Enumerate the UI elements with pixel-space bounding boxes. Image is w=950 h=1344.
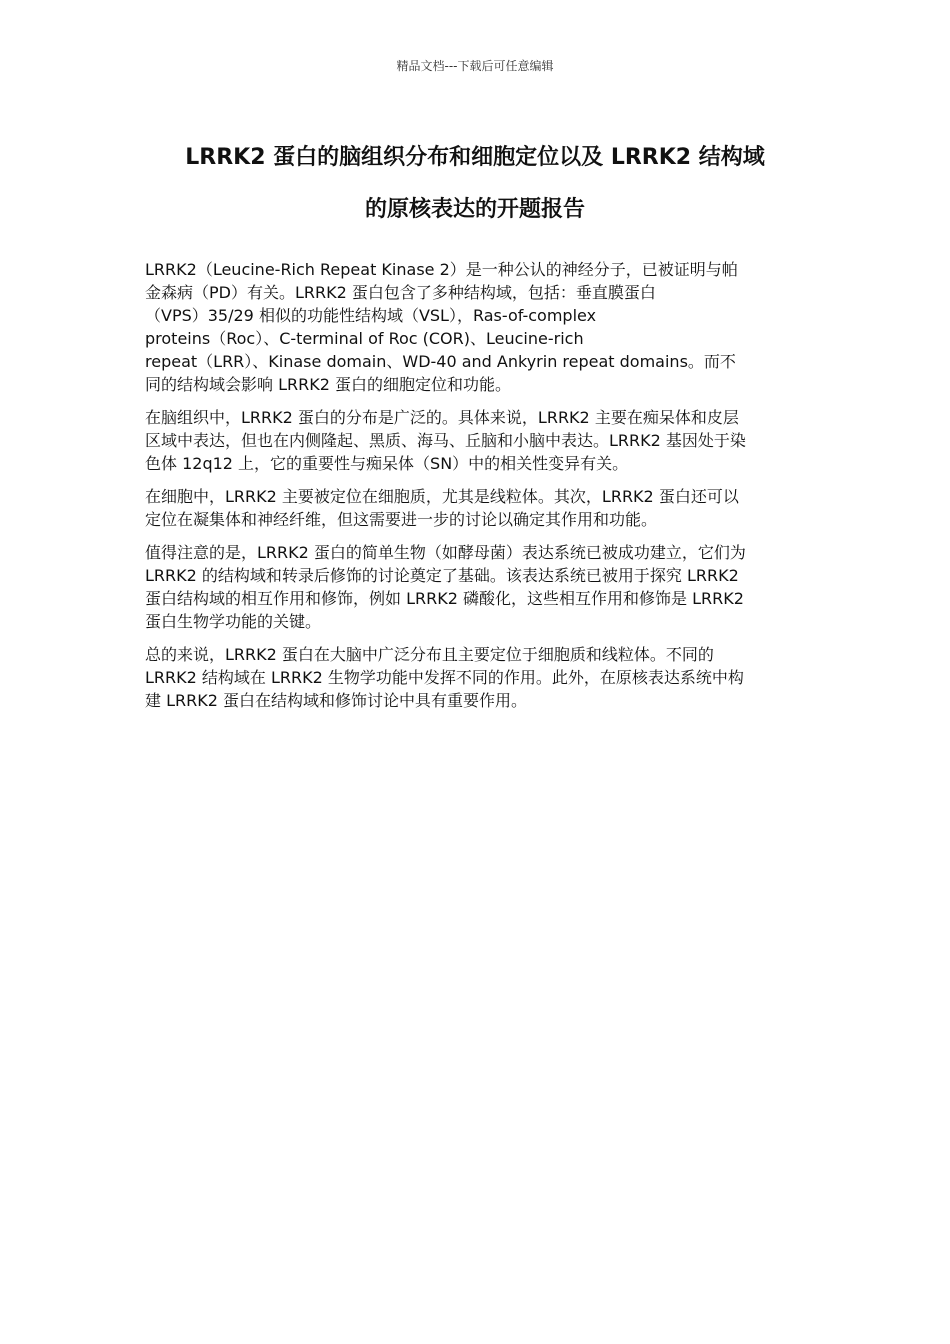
document-title-line-1: LRRK2 蛋白的脑组织分布和细胞定位以及 LRRK2 结构域 [185,145,765,170]
text-line: 区域中表达，但也在内侧隆起、黑质、海马、丘脑和小脑中表达。LRRK2 基因处于染 [145,431,746,450]
document-title-line-2: 的原核表达的开题报告 [364,197,585,222]
text-line: 在细胞中，LRRK2 主要被定位在细胞质，尤其是线粒体。其次，LRRK2 蛋白还可以 [145,487,739,506]
text-line: 金森病（PD）有关。LRRK2 蛋白包含了多种结构域，包括：垂直膜蛋白 [145,283,656,302]
text-line: LRRK2 的结构域和转录后修饰的讨论奠定了基础。该表达系统已被用于探究 LRRK2 [145,566,739,585]
text-line: 蛋白结构域的相互作用和修饰，例如 LRRK2 磷酸化，这些相互作用和修饰是 LRRK2 [145,589,744,608]
document-body [145,258,805,722]
text-line: repeat（LRR）、Kinase domain、WD-40 and Ankyrin repeat domains。而不 [145,352,736,371]
paragraph-introduction [145,258,805,396]
text-line: 蛋白生物学功能的关键。 [145,612,322,631]
page-header-note: 精品文档---下载后可任意编辑 [396,59,554,73]
text-line: 同的结构域会影响 LRRK2 蛋白的细胞定位和功能。 [145,375,511,394]
text-line: 建 LRRK2 蛋白在结构域和修饰讨论中具有重要作用。 [145,691,527,710]
text-line: （VPS）35/29 相似的功能性结构域（VSL），Ras-of-complex [145,306,597,325]
paragraph-brain-distribution [145,406,805,475]
text-line: 在脑组织中，LRRK2 蛋白的分布是广泛的。具体来说，LRRK2 主要在痴呆体和皮层 [145,408,739,427]
paragraph-cellular-localization [145,485,805,531]
text-line: 色体 12q12 上，它的重要性与痴呆体（SN）中的相关性变异有关。 [145,454,629,473]
text-line: 值得注意的是，LRRK2 蛋白的简单生物（如酵母菌）表达系统已被成功建立，它们为 [145,543,746,562]
text-line: 总的来说，LRRK2 蛋白在大脑中广泛分布且主要定位于细胞质和线粒体。不同的 [145,645,714,664]
paragraph-expression-system [145,541,805,633]
text-line: LRRK2（Leucine-Rich Repeat Kinase 2）是一种公认的神经分子，已被证明与帕 [145,260,738,279]
text-line: LRRK2 结构域在 LRRK2 生物学功能中发挥不同的作用。此外，在原核表达系统中构 [145,668,744,687]
document-title [145,132,805,236]
text-line: proteins（Roc）、C-terminal of Roc (COR)、Leucine-rich [145,329,584,348]
text-line: 定位在凝集体和神经纤维，但这需要进一步的讨论以确定其作用和功能。 [145,510,658,529]
paragraph-conclusion [145,643,805,712]
